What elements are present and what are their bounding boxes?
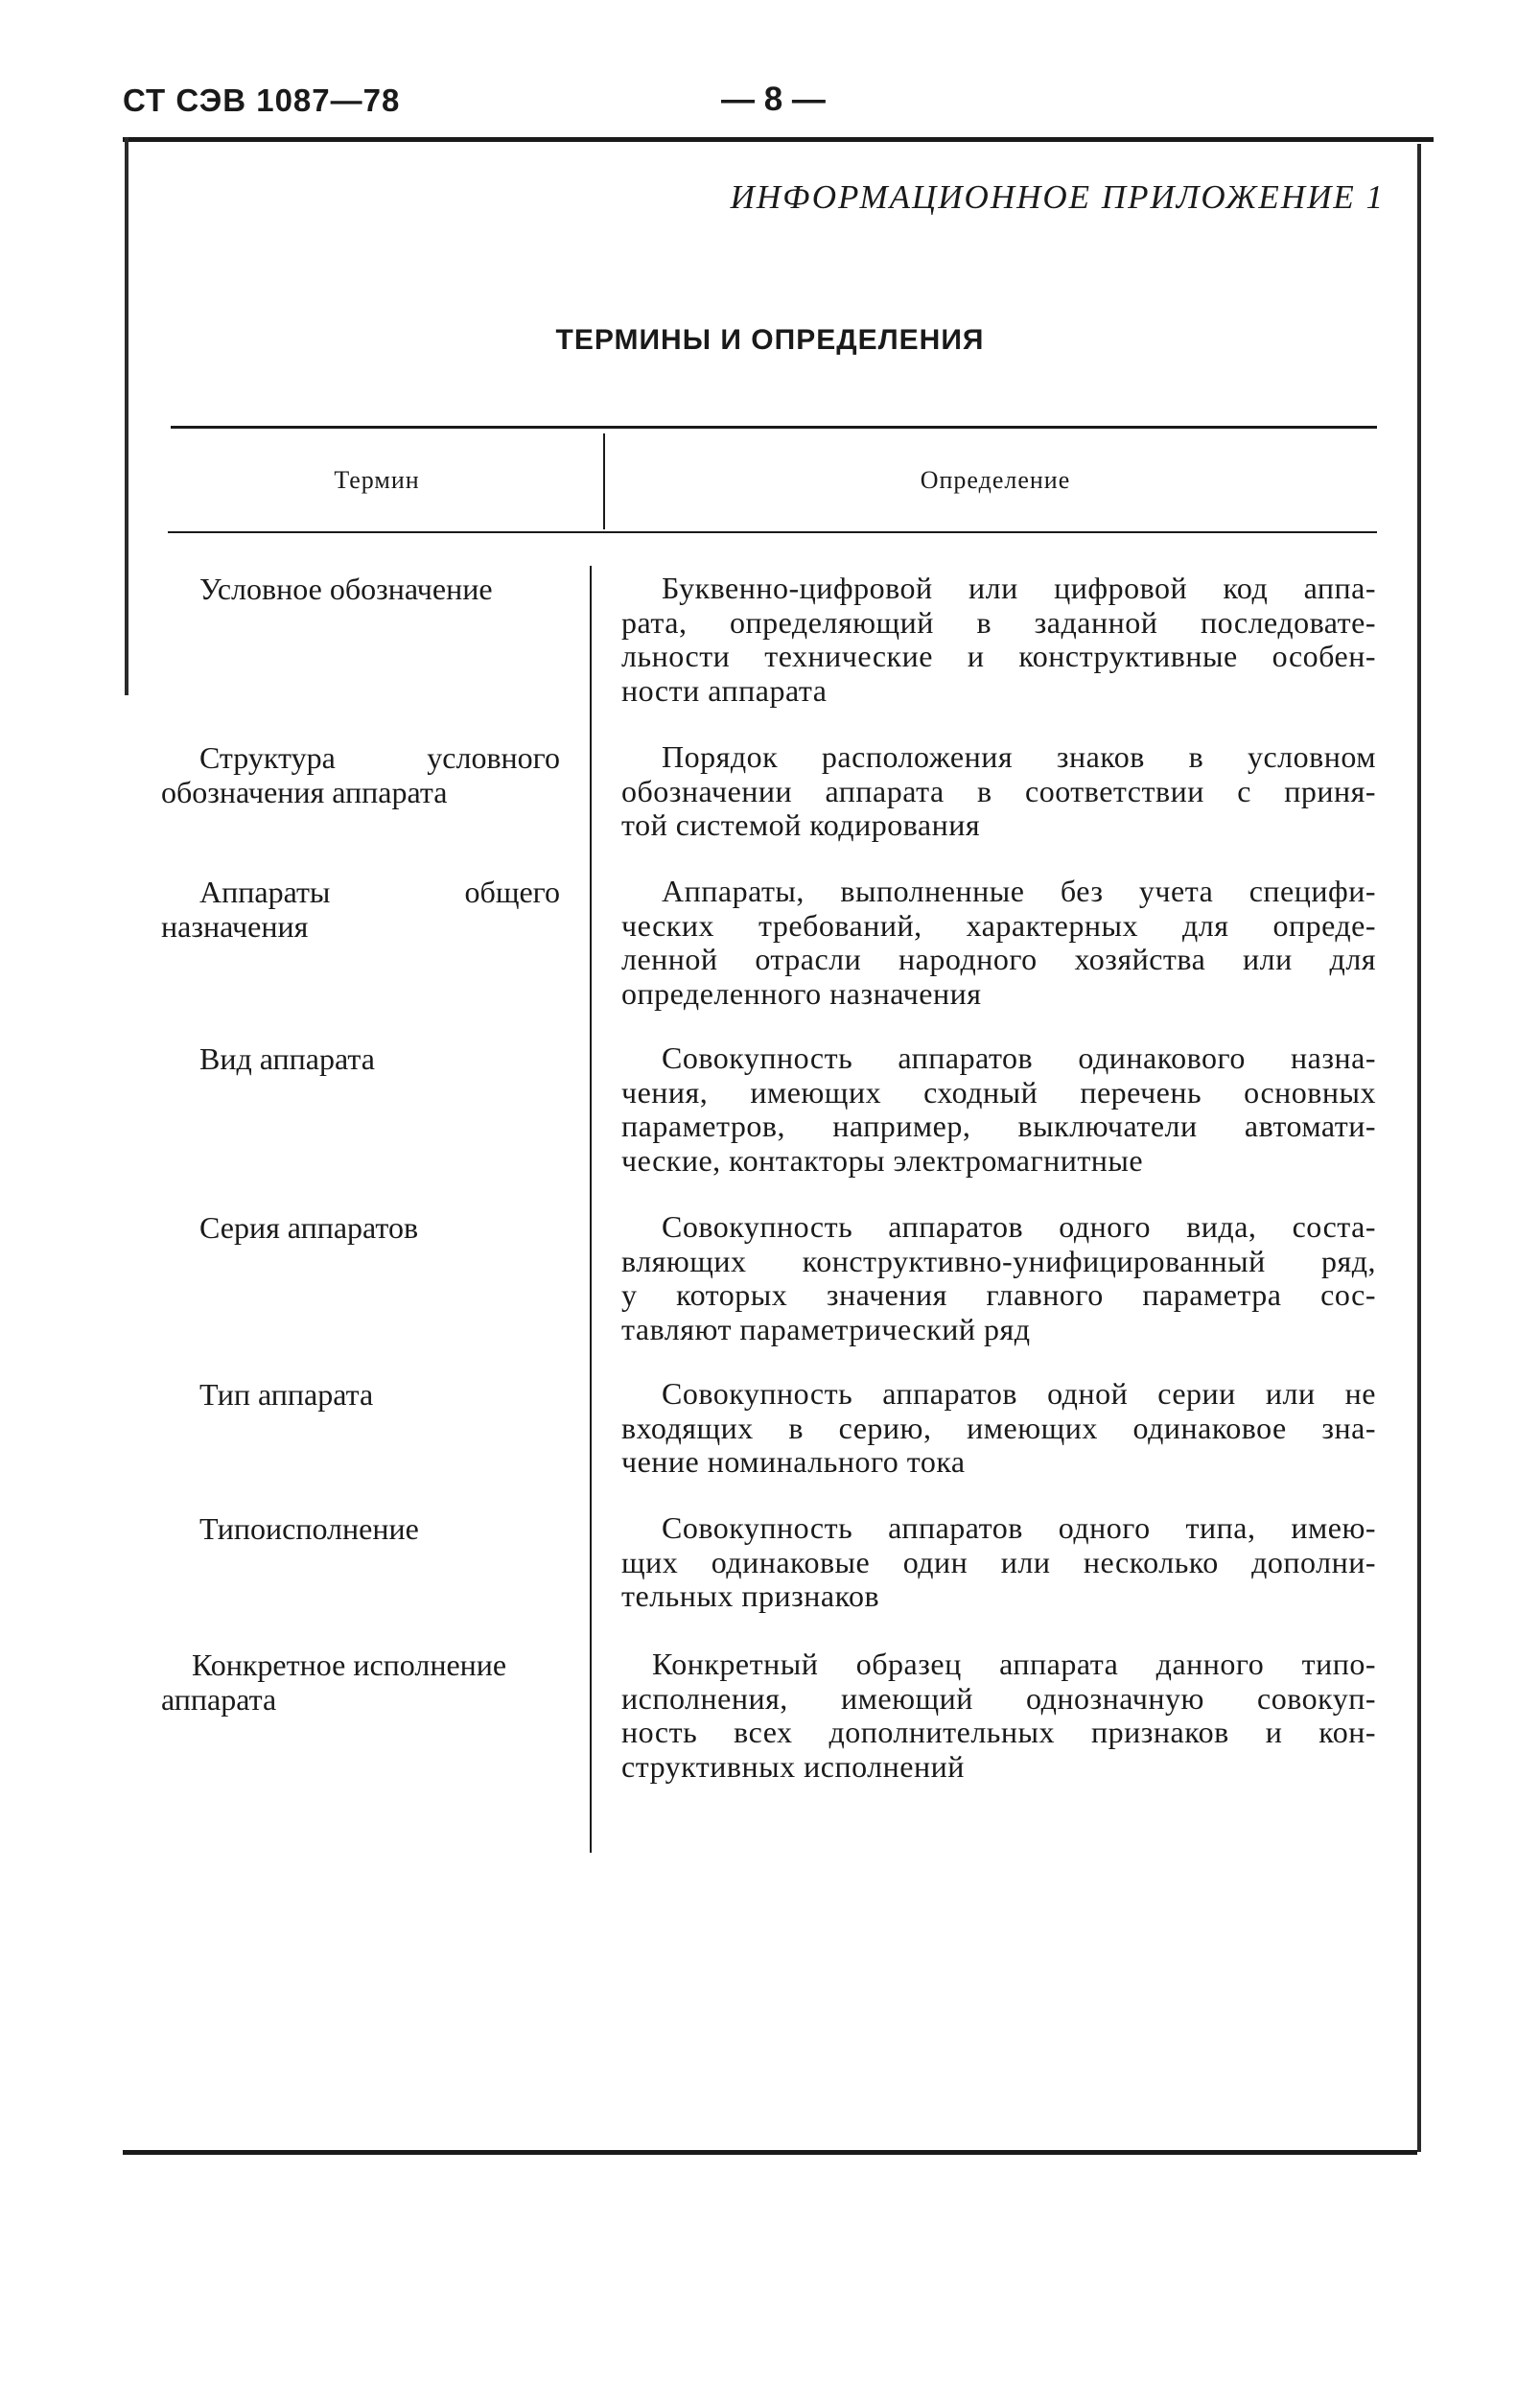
definition-line: ческие, контакторы электромагнитные: [621, 1142, 1144, 1178]
term-line: Вид аппарата: [199, 1041, 375, 1076]
frame-top-border: [123, 137, 1434, 142]
definition-line: входящих в серию, имеющих одинаковое зна-: [621, 1410, 1376, 1445]
term-line: обозначения аппарата: [161, 775, 448, 809]
term-line: Структура условного: [199, 740, 560, 775]
term-line: Аппараты общего: [199, 875, 560, 909]
definition-line: той системой кодирования: [621, 807, 981, 842]
definition-line: Совокупность аппаратов одного типа, имею-: [662, 1510, 1376, 1545]
frame-right-border: [1417, 144, 1421, 2152]
definition-line: Порядок расположения знаков в условном: [662, 739, 1376, 774]
definition-cell: [621, 1041, 1376, 1178]
definition-line: Совокупность аппаратов одинакового назна-: [662, 1040, 1376, 1075]
definition-line: тавляют параметрический ряд: [621, 1311, 1031, 1346]
page-title: ТЕРМИНЫ И ОПРЕДЕЛЕНИЯ: [555, 324, 985, 356]
definition-line: щих одинаковые один или несколько дополни-: [621, 1544, 1376, 1579]
term-cell: [199, 1041, 598, 1076]
appendix-label: ИНФОРМАЦИОННОЕ ПРИЛОЖЕНИЕ 1: [730, 178, 1385, 216]
term-line: Тип аппарата: [199, 1377, 374, 1412]
definition-line: рата, определяющий в заданной последовате-: [621, 604, 1376, 640]
definition-line: определенного назначения: [621, 975, 982, 1011]
definition-line: Совокупность аппаратов одной серии или не: [662, 1376, 1376, 1411]
definition-line: вляющих конструктивно-унифицированный ряд,: [621, 1243, 1376, 1278]
term-cell: [199, 572, 598, 606]
page-number: — 8 —: [721, 81, 826, 118]
definition-cell: [621, 1377, 1376, 1480]
definition-line: чение номинального тока: [621, 1444, 966, 1479]
term-line: Серия аппаратов: [199, 1210, 419, 1245]
body-column-divider: [590, 566, 592, 1853]
definition-line: параметров, например, выключатели автомати-: [621, 1109, 1376, 1143]
definition-line: Буквенно-цифровой или цифровой код аппа-: [662, 571, 1376, 605]
definition-cell: [621, 572, 1376, 708]
definition-line: ческих требований, характерных для опреде-: [621, 907, 1376, 943]
definition-line: тельных признаков: [621, 1578, 880, 1613]
definition-line: ленной отрасли народного хозяйства или для: [621, 942, 1376, 976]
header-bottom-rule: [168, 531, 1377, 533]
table-top-rule: [171, 426, 1377, 429]
definition-line: ности аппарата: [621, 672, 828, 708]
frame-bottom-border: [123, 2150, 1417, 2155]
term-line: Конкретное исполнение: [192, 1648, 507, 1682]
column-header-term: Термин: [334, 466, 420, 494]
header-column-divider: [603, 433, 605, 529]
term-line: аппарата: [161, 1682, 277, 1717]
definition-line: ность всех дополнительных признаков и кон-: [621, 1715, 1376, 1749]
definition-line: у которых значения главного параметра сос-: [621, 1277, 1376, 1312]
standard-designation: СТ СЭВ 1087—78: [123, 82, 401, 118]
definition-line: Аппараты, выполненные без учета специфи-: [662, 874, 1376, 908]
definition-cell: [621, 1511, 1376, 1614]
term-cell: [199, 1511, 598, 1546]
definition-cell: [621, 1648, 1376, 1784]
definition-line: обозначении аппарата в соответствии с приня-: [621, 773, 1376, 808]
definition-line: Конкретный образец аппарата данного типо-: [652, 1647, 1376, 1681]
definition-line: Совокупность аппаратов одного вида, соста-: [662, 1209, 1376, 1244]
column-header-definition: Определение: [920, 466, 1071, 494]
definition-cell: [621, 1210, 1376, 1346]
definition-cell: [621, 740, 1376, 843]
term-cell: [199, 1210, 598, 1245]
term-cell: [161, 740, 560, 809]
term-line: назначения: [161, 909, 309, 944]
term-cell: [199, 1377, 598, 1412]
term-cell: [161, 1648, 560, 1717]
definition-line: структивных исполнений: [621, 1748, 965, 1784]
definition-cell: [621, 875, 1376, 1011]
definition-line: исполнения, имеющий однозначную совокуп-: [621, 1680, 1376, 1716]
term-cell: [161, 875, 560, 944]
frame-left-border: [125, 137, 128, 695]
term-line: Типоисполнение: [199, 1511, 419, 1546]
definition-line: льности технические и конструктивные особен-: [621, 639, 1376, 673]
definition-line: чения, имеющих сходный перечень основных: [621, 1074, 1376, 1110]
term-line: Условное обозначение: [199, 572, 493, 606]
